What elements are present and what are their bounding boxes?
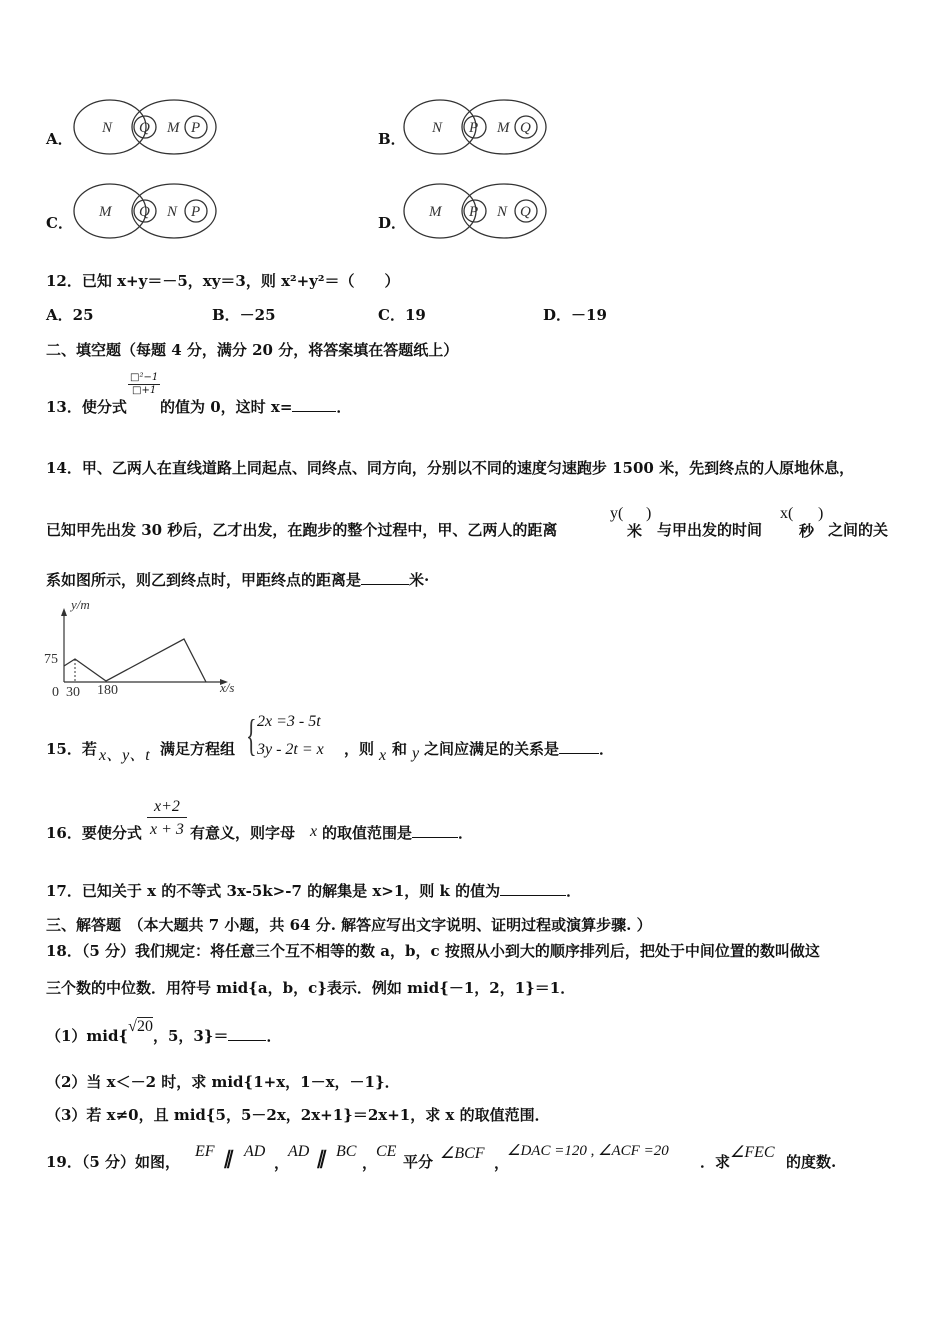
q18-line1: 18．（5 分）我们规定：将任意三个互不相等的数 a，b，c 按照从小到大的顺序排列后，把处于中间位置的数叫做这 <box>46 942 820 960</box>
q14-line3 <box>46 569 429 590</box>
graph-y-tick-75: 75 <box>44 652 58 667</box>
q18-part2: （2）当 x＜－2 时，求 mid{1+x，1－x，－1}． <box>46 1073 400 1091</box>
venn-b-outer: N <box>432 120 443 136</box>
q15-pre: 15．若 <box>46 740 97 758</box>
q19-ad-2: AD <box>288 1143 310 1160</box>
q19-bcf: ∠BCF <box>440 1145 485 1162</box>
graph-x-tick-180: 180 <box>97 683 118 698</box>
q15-system-brace: { <box>246 711 257 760</box>
graph-origin-label: 0 <box>52 685 59 700</box>
q18-part1-pre: （1）mid{ <box>46 1027 129 1045</box>
q15-equation-1: 2x =3 - 5t <box>257 713 321 730</box>
q19-bisect: 平分 <box>403 1153 434 1171</box>
q19-sep-1: ， <box>274 1154 290 1172</box>
q14-answer-blank[interactable] <box>361 584 409 585</box>
q16-mid: 有意义，则字母 <box>190 824 296 842</box>
q15-x: x <box>379 747 387 764</box>
q17-text: 17．已知关于 x 的不等式 3x-5k>-7 的解集是 x>1，则 k 的值为 <box>46 882 501 900</box>
q14-distance-time-graph <box>40 596 250 700</box>
q13-numerator: □²−1 <box>130 372 159 383</box>
q15-post-text: 之间应满足的关系是 <box>424 740 560 758</box>
q13-post-text: 的值为 0，这时 x= <box>160 398 293 416</box>
q15-y: y <box>412 745 420 762</box>
q19-ce: CE <box>376 1143 397 1160</box>
q14-line2b: 与甲出发的时间 <box>657 521 763 539</box>
q15-mid: 满足方程组 <box>160 740 236 758</box>
q18-part1-end: ． <box>266 1027 282 1045</box>
venn-diagram-c <box>72 180 222 244</box>
q12-option-d: D．－19 <box>543 306 607 324</box>
q19-parallel-1: ∥ <box>223 1148 232 1168</box>
q19-fec: ∠FEC <box>730 1144 775 1161</box>
q13-answer-blank[interactable] <box>292 411 336 412</box>
q19-sep-3: ， <box>494 1154 510 1172</box>
venn-c-outer: M <box>99 204 112 220</box>
q12-option-c: C．19 <box>378 306 426 324</box>
q14-y-var: y( <box>610 505 624 522</box>
q12-option-b: B．－25 <box>212 306 276 324</box>
q15-end: ． <box>599 740 615 758</box>
q16-denominator: x + 3 <box>150 821 184 838</box>
venn-b-inner: Q <box>520 120 531 136</box>
q14-line1: 14．甲、乙两人在直线道路上同起点、同终点、同方向，分别以不同的速度匀速跑步 1500 米，先到终点的人原地休息， <box>46 459 855 477</box>
graph-x-tick-30: 30 <box>66 685 80 700</box>
venn-diagram-d <box>402 180 552 244</box>
q15-post <box>424 738 614 759</box>
section-2-heading: 二、填空题（每题 4 分，满分 20 分，将答案填在答题纸上） <box>46 341 459 359</box>
venn-diagram-b <box>402 96 552 160</box>
option-d-label: D． <box>378 214 407 232</box>
q19-angles: ∠DAC =120 , ∠ACF =20 <box>507 1143 669 1159</box>
q18-part1-post: ，5，3}＝ <box>152 1027 229 1045</box>
q13-denominator: □+1 <box>132 385 157 396</box>
q17-stem <box>46 880 581 901</box>
q19-bc: BC <box>336 1143 357 1160</box>
q18-line2: 三个数的中位数．用符号 mid{a，b，c}表示．例如 mid{－1，2，1}＝1． <box>46 979 576 997</box>
venn-a-inner: P <box>191 120 201 136</box>
venn-c-inner-label: N <box>167 204 178 220</box>
q19-parallel-2: ∥ <box>316 1148 325 1168</box>
q17-answer-blank[interactable] <box>500 895 566 896</box>
q13-fraction <box>128 372 160 397</box>
q16-x: x <box>310 823 318 840</box>
graph-x-axis-label: x/s <box>220 680 235 695</box>
q18-part3: （3）若 x≠0，且 mid{5，5－2x，2x+1}＝2x+1，求 x 的取值范围． <box>46 1106 550 1124</box>
q19-ad: AD <box>244 1143 266 1160</box>
q12-option-a: A．25 <box>46 306 94 324</box>
q19-ask: ．求 <box>700 1153 731 1171</box>
q14-x-unit: 秒 <box>799 522 815 540</box>
q14-line2a: 已知甲先出发 30 秒后，乙才出发，在跑步的整个过程中，甲、乙两人的距离 <box>46 521 558 539</box>
q15-equation-2: 3y - 2t = x <box>257 741 324 758</box>
q14-x-close: ) <box>818 505 824 522</box>
venn-d-mid: P <box>469 204 479 220</box>
venn-c-inner: P <box>191 204 201 220</box>
q14-y-unit: 米 <box>627 522 643 540</box>
q14-x-var: x( <box>780 505 794 522</box>
q16-end: ． <box>458 824 474 842</box>
venn-a-inner-label: M <box>167 120 180 136</box>
q16-post <box>322 822 473 843</box>
q19-post: 的度数. <box>786 1153 837 1171</box>
venn-diagram-a <box>72 96 222 160</box>
q16-fraction <box>147 797 187 840</box>
q18-sqrt-20 <box>128 1018 153 1036</box>
venn-a-outer: N <box>102 120 113 136</box>
q16-answer-blank[interactable] <box>412 837 458 838</box>
venn-d-outer: M <box>429 204 442 220</box>
q13-end: ． <box>336 398 352 416</box>
q19-sep-2: ， <box>362 1154 378 1172</box>
q14-line2c: 之间的关 <box>828 521 889 539</box>
sqrt-icon: √ <box>128 1018 137 1035</box>
q18-radicand: 20 <box>136 1018 153 1035</box>
venn-d-inner-label: N <box>497 204 508 220</box>
q18-part1-answer-blank[interactable] <box>228 1040 266 1041</box>
q16-pre: 16．要使分式 <box>46 824 142 842</box>
venn-a-mid: Q <box>139 120 150 136</box>
venn-b-inner-label: M <box>497 120 510 136</box>
q16-post-text: 的取值范围是 <box>322 824 413 842</box>
graph-y-axis-label: y/m <box>71 597 90 612</box>
q14-y-close: ) <box>646 505 652 522</box>
q13-post <box>160 396 351 417</box>
q16-numerator: x+2 <box>147 797 187 818</box>
q12-stem: 12．已知 x+y＝－5，xy＝3，则 x²+y²＝（ ） <box>46 272 400 290</box>
q19-ef: EF <box>195 1143 215 1160</box>
option-a-label: A． <box>46 130 73 148</box>
venn-c-mid: Q <box>139 204 150 220</box>
section-3-heading: 三、解答题 （本大题共 7 小题，共 64 分. 解答应写出文字说明、证明过程或演算步骤. ） <box>46 916 652 934</box>
option-b-label: B． <box>378 130 406 148</box>
q15-then: ，则 <box>344 740 375 758</box>
q17-end: ． <box>566 882 582 900</box>
q15-answer-blank[interactable] <box>559 753 599 754</box>
q14-line3-end: 米· <box>409 571 430 589</box>
q13-pre: 13．使分式 <box>46 398 127 416</box>
q18-part1 <box>46 1018 282 1046</box>
q19-pre: 19．（5 分）如图， <box>46 1153 181 1171</box>
option-c-label: C． <box>46 214 73 232</box>
q15-and: 和 <box>392 740 408 758</box>
venn-d-inner: Q <box>520 204 531 220</box>
venn-b-mid: P <box>469 120 479 136</box>
q14-line3-text: 系如图所示，则乙到终点时，甲距终点的距离是 <box>46 571 362 589</box>
q15-vars: x、y、t <box>99 747 150 764</box>
